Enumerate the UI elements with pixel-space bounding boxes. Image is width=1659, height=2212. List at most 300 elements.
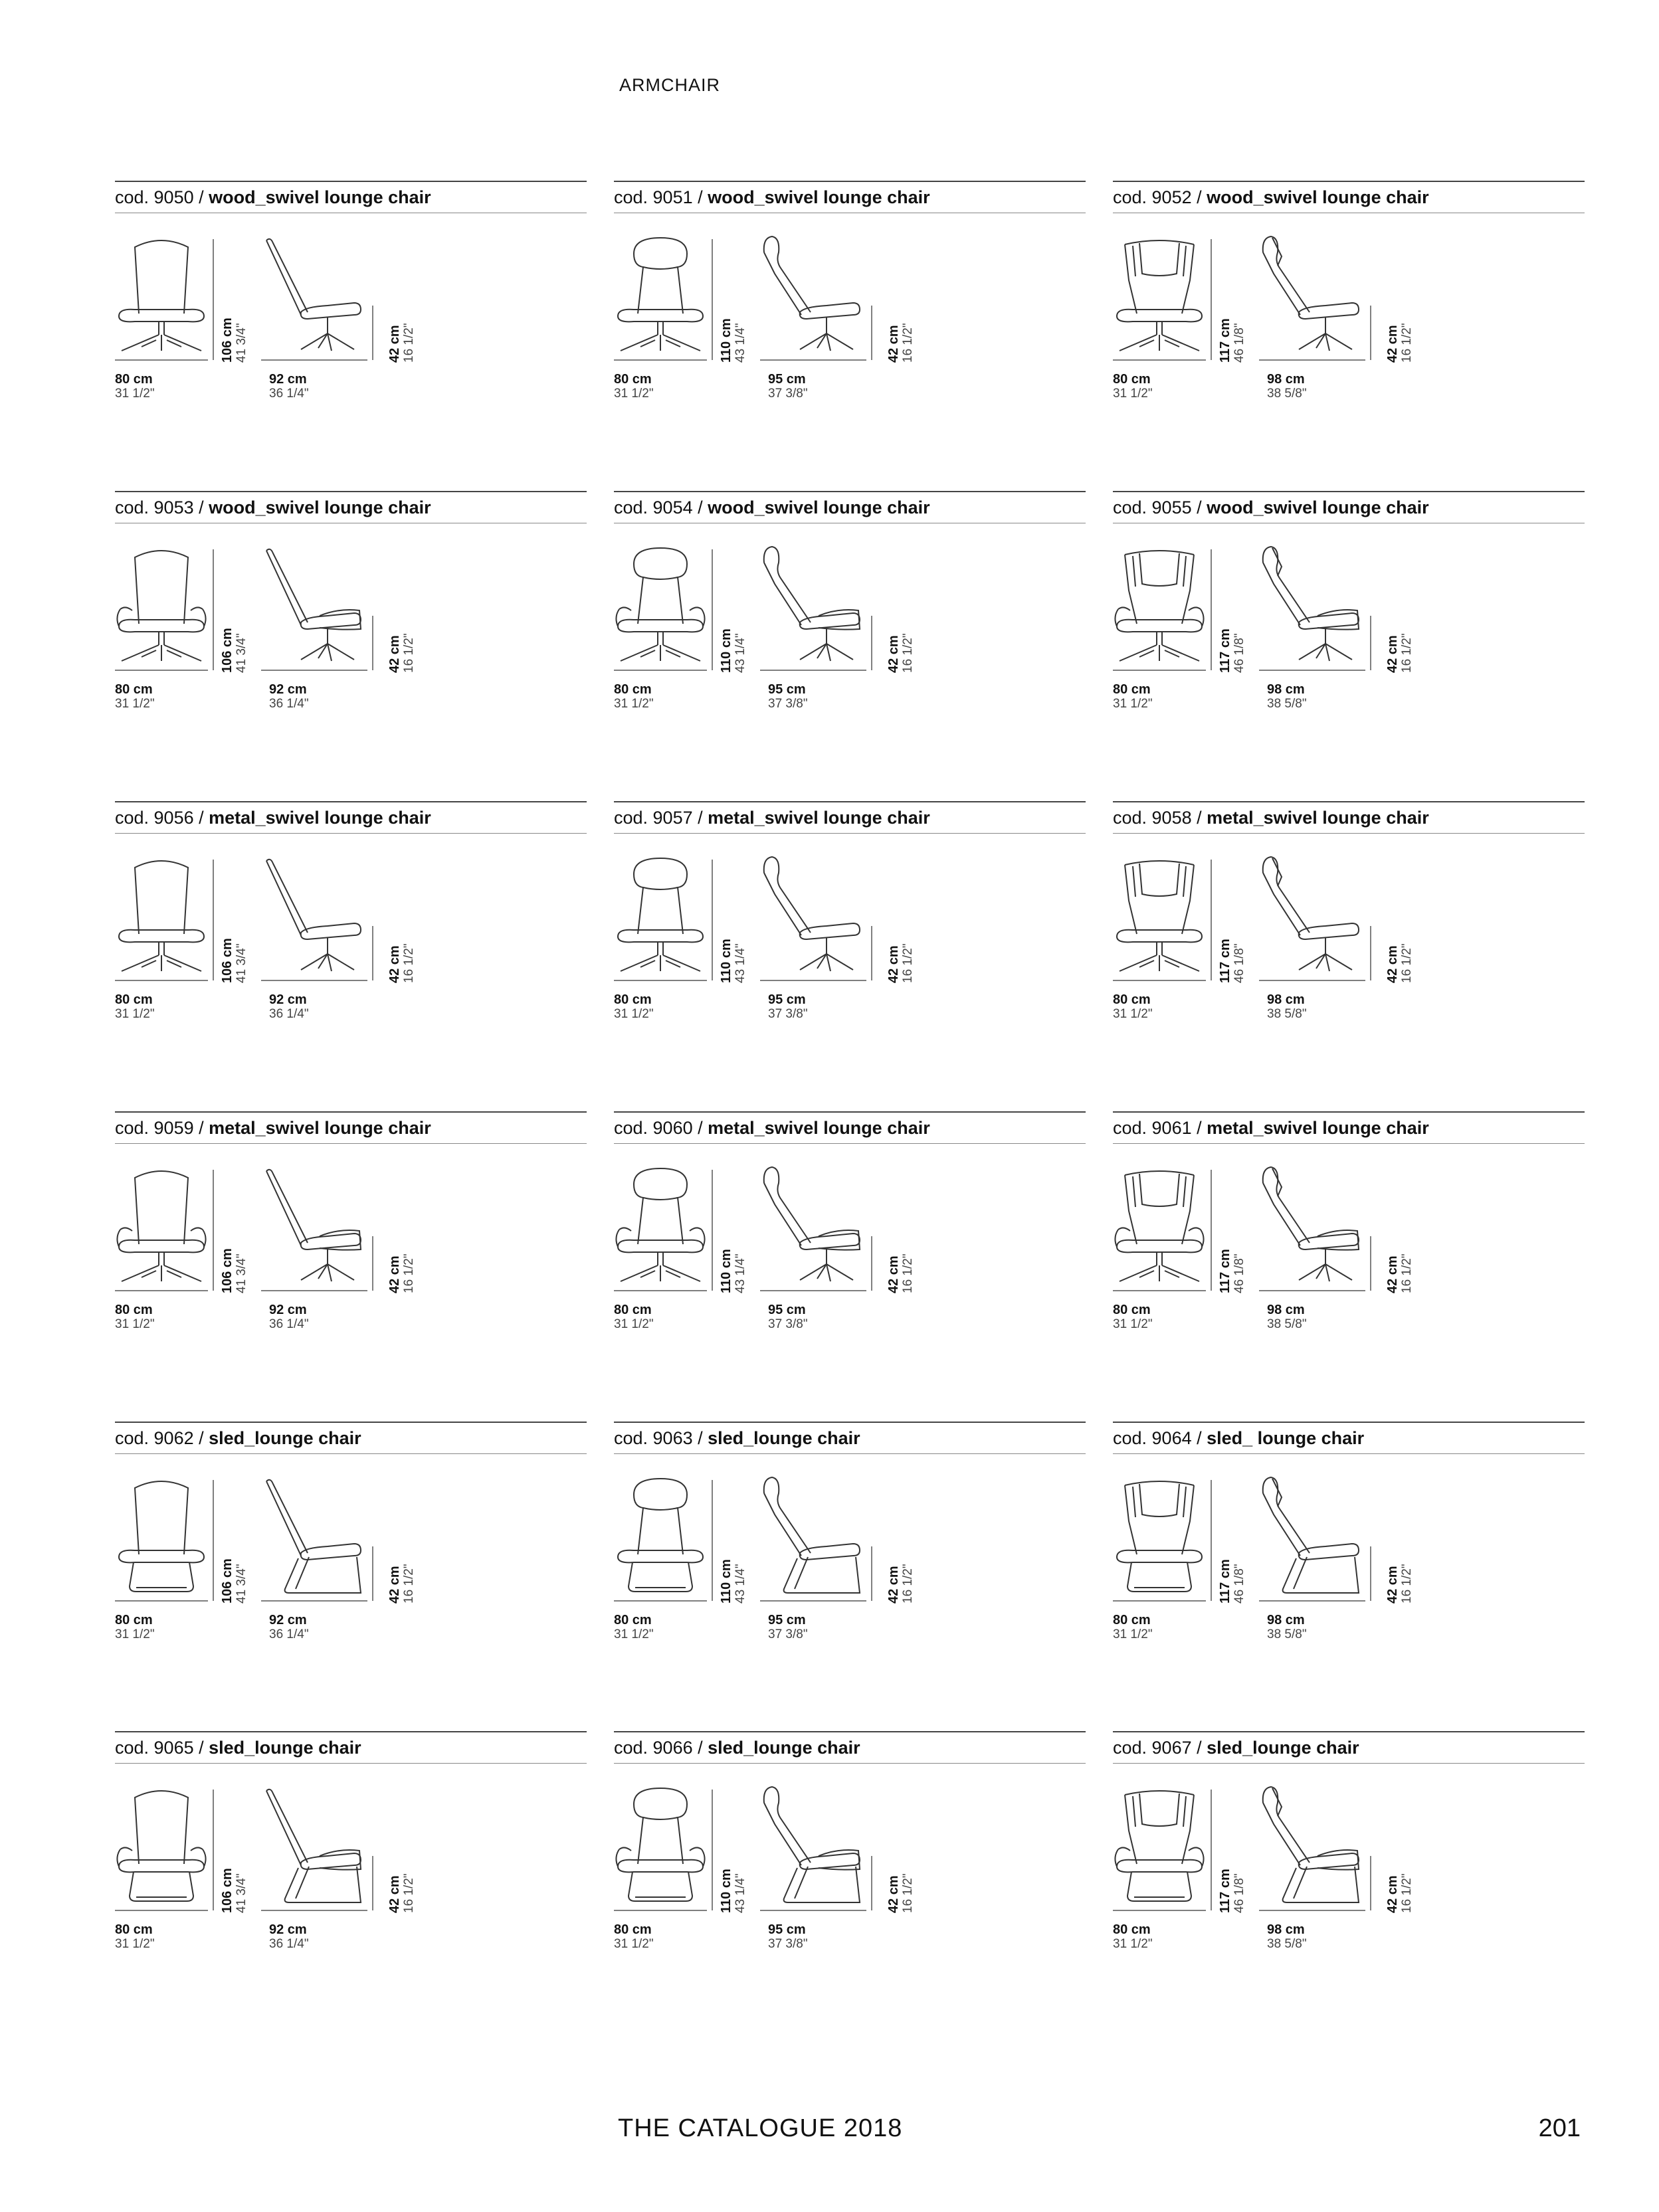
height-cm: 117 cm <box>1218 1869 1232 1913</box>
header-rule <box>614 181 1086 182</box>
product-cell <box>1113 1731 1585 1997</box>
header-rule <box>115 801 587 802</box>
seat-cm: 42 cm <box>387 1875 402 1913</box>
product-code: cod. 9062 / <box>115 1428 209 1448</box>
width-cm: 80 cm <box>1113 372 1151 387</box>
width-in: 31 1/2" <box>1113 1317 1153 1331</box>
product-code: cod. 9066 / <box>614 1738 708 1758</box>
product-title <box>1113 498 1429 518</box>
width-in: 31 1/2" <box>115 697 155 711</box>
width-in: 31 1/2" <box>614 387 654 401</box>
seat-height-dimension <box>886 1548 916 1604</box>
depth-in: 37 3/8" <box>768 1937 808 1951</box>
height-in: 41 3/4" <box>235 633 248 673</box>
product-name: sled_lounge chair <box>708 1428 860 1448</box>
height-cm: 117 cm <box>1218 1559 1232 1604</box>
height-in: 46 1/8" <box>1232 943 1246 983</box>
depth-cm: 95 cm <box>768 682 806 697</box>
header-rule <box>115 491 587 492</box>
height-in: 46 1/8" <box>1232 1564 1246 1604</box>
product-title <box>115 498 431 518</box>
product-name: wood_swivel lounge chair <box>209 498 431 517</box>
width-in: 31 1/2" <box>1113 1007 1153 1021</box>
header-rule <box>1113 1731 1585 1732</box>
height-cm: 110 cm <box>719 628 733 673</box>
height-in: 43 1/4" <box>733 323 747 363</box>
header-subrule <box>115 1453 587 1454</box>
depth-dimension <box>768 992 808 1022</box>
product-cell <box>1113 1422 1585 1687</box>
seat-height-dimension <box>886 927 916 983</box>
header-rule <box>1113 181 1585 182</box>
width-cm: 80 cm <box>1113 682 1151 697</box>
height-dimension <box>220 1831 249 1913</box>
width-in: 31 1/2" <box>614 697 654 711</box>
product-name: sled_lounge chair <box>1207 1738 1359 1758</box>
height-cm: 117 cm <box>1218 939 1232 983</box>
product-cell <box>614 491 1086 757</box>
product-cell <box>115 1731 587 1997</box>
header-subrule <box>115 833 587 834</box>
depth-dimension <box>768 1922 808 1952</box>
seat-in: 16 1/2" <box>901 323 915 363</box>
header-rule <box>115 1111 587 1113</box>
product-cell <box>614 1111 1086 1377</box>
height-in: 41 3/4" <box>235 1873 248 1913</box>
header-subrule <box>1113 1143 1585 1144</box>
seat-cm: 42 cm <box>1385 945 1400 983</box>
width-dimension <box>1113 1613 1153 1642</box>
header-subrule <box>1113 1453 1585 1454</box>
height-in: 41 3/4" <box>235 1564 248 1604</box>
page-number: 201 <box>1538 2114 1581 2142</box>
product-title <box>614 187 930 208</box>
product-cell <box>614 1731 1086 1997</box>
width-cm: 80 cm <box>115 1303 153 1317</box>
chair-side-view <box>266 1790 361 1902</box>
height-cm: 106 cm <box>220 1558 235 1604</box>
header-subrule <box>1113 833 1585 834</box>
seat-height-dimension <box>387 617 417 673</box>
product-cell <box>1113 801 1585 1067</box>
width-cm: 80 cm <box>115 1922 153 1937</box>
seat-cm: 42 cm <box>1385 325 1400 363</box>
height-dimension <box>220 1521 249 1604</box>
height-dimension <box>719 1831 748 1913</box>
height-dimension <box>719 1211 748 1293</box>
product-cell <box>115 1111 587 1377</box>
height-in: 43 1/4" <box>733 1253 747 1293</box>
depth-in: 38 5/8" <box>1267 1937 1307 1951</box>
chair-front-view <box>618 1479 703 1592</box>
product-code: cod. 9054 / <box>614 498 708 517</box>
chair-side-view <box>764 236 860 351</box>
depth-dimension <box>768 372 808 401</box>
depth-cm: 92 cm <box>269 1922 307 1937</box>
product-name: metal_swivel lounge chair <box>209 1118 431 1138</box>
chair-side-view <box>1263 1787 1359 1902</box>
chair-front-view <box>616 1788 704 1901</box>
seat-cm: 42 cm <box>886 1875 901 1913</box>
chair-side-view <box>764 857 860 971</box>
seat-height-dimension <box>387 1548 417 1604</box>
seat-height-dimension <box>387 1857 417 1913</box>
width-in: 31 1/2" <box>115 387 155 401</box>
product-title <box>614 808 930 828</box>
product-title <box>115 808 431 828</box>
depth-in: 38 5/8" <box>1267 387 1307 401</box>
width-cm: 80 cm <box>614 1303 652 1317</box>
section-label: ARMCHAIR <box>619 75 721 95</box>
seat-in: 16 1/2" <box>1400 323 1414 363</box>
height-dimension <box>719 1521 748 1604</box>
seat-cm: 42 cm <box>1385 1875 1400 1913</box>
header-subrule <box>614 1763 1086 1764</box>
height-cm: 106 cm <box>220 1248 235 1293</box>
width-cm: 80 cm <box>1113 1613 1151 1627</box>
product-title <box>614 1738 860 1758</box>
header-rule <box>115 181 587 182</box>
height-in: 41 3/4" <box>235 1253 248 1293</box>
width-in: 31 1/2" <box>115 1937 155 1951</box>
width-dimension <box>614 992 654 1022</box>
product-title <box>1113 1738 1359 1758</box>
header-rule <box>614 1422 1086 1423</box>
chair-side-view <box>266 549 361 661</box>
width-dimension <box>115 1922 155 1952</box>
depth-cm: 98 cm <box>1267 992 1305 1007</box>
width-cm: 80 cm <box>115 372 153 387</box>
seat-cm: 42 cm <box>387 1566 402 1604</box>
seat-in: 16 1/2" <box>402 1873 416 1913</box>
product-name: metal_swivel lounge chair <box>708 1118 930 1138</box>
height-cm: 110 cm <box>719 939 733 983</box>
chair-side-view <box>266 1170 361 1281</box>
chair-side-view <box>1263 547 1359 661</box>
product-title <box>1113 808 1429 828</box>
seat-cm: 42 cm <box>387 1255 402 1293</box>
depth-dimension <box>269 682 309 711</box>
depth-dimension <box>1267 1613 1307 1642</box>
seat-cm: 42 cm <box>387 635 402 673</box>
chair-front-view <box>119 861 204 971</box>
seat-cm: 42 cm <box>886 1255 901 1293</box>
width-in: 31 1/2" <box>1113 697 1153 711</box>
height-cm: 117 cm <box>1218 628 1232 673</box>
product-name: sled_lounge chair <box>209 1428 361 1448</box>
chair-front-view <box>117 1791 205 1901</box>
chair-side-view <box>1263 1167 1359 1281</box>
seat-cm: 42 cm <box>1385 635 1400 673</box>
product-name: metal_swivel lounge chair <box>708 808 930 828</box>
depth-dimension <box>1267 372 1307 401</box>
width-cm: 80 cm <box>614 1922 652 1937</box>
height-dimension <box>220 1211 249 1293</box>
product-name: wood_swivel lounge chair <box>209 187 431 207</box>
depth-dimension <box>1267 992 1307 1022</box>
seat-height-dimension <box>1385 1238 1415 1293</box>
depth-in: 36 1/4" <box>269 387 309 401</box>
seat-in: 16 1/2" <box>1400 1564 1414 1604</box>
height-in: 41 3/4" <box>235 323 248 363</box>
depth-in: 37 3/8" <box>768 1627 808 1641</box>
product-cell <box>614 1422 1086 1687</box>
product-title <box>1113 1428 1364 1449</box>
header-rule <box>1113 1111 1585 1113</box>
product-code: cod. 9064 / <box>1113 1428 1207 1448</box>
depth-cm: 92 cm <box>269 992 307 1007</box>
header-subrule <box>614 1453 1086 1454</box>
height-dimension <box>220 280 249 363</box>
product-title <box>115 1428 361 1449</box>
product-title <box>115 1118 431 1139</box>
product-title <box>1113 187 1429 208</box>
chair-front-view <box>1115 1791 1203 1901</box>
width-dimension <box>614 1613 654 1642</box>
product-code: cod. 9061 / <box>1113 1118 1207 1138</box>
depth-cm: 95 cm <box>768 1303 806 1317</box>
width-cm: 80 cm <box>614 1613 652 1627</box>
header-rule <box>1113 491 1585 492</box>
chair-front-view <box>1117 240 1202 351</box>
chair-side-view <box>1263 857 1359 971</box>
depth-cm: 92 cm <box>269 1303 307 1317</box>
height-dimension <box>719 901 748 983</box>
height-dimension <box>220 901 249 983</box>
chair-front-view <box>618 858 703 971</box>
product-cell <box>115 1422 587 1687</box>
header-rule <box>1113 1422 1585 1423</box>
product-name: metal_swivel lounge chair <box>209 808 431 828</box>
width-in: 31 1/2" <box>1113 387 1153 401</box>
seat-cm: 42 cm <box>886 635 901 673</box>
seat-in: 16 1/2" <box>1400 633 1414 673</box>
depth-in: 37 3/8" <box>768 1317 808 1331</box>
header-subrule <box>614 833 1086 834</box>
chair-front-view <box>1117 861 1202 971</box>
depth-dimension <box>1267 682 1307 711</box>
seat-height-dimension <box>886 1857 916 1913</box>
product-code: cod. 9060 / <box>614 1118 708 1138</box>
seat-in: 16 1/2" <box>402 1253 416 1293</box>
product-code: cod. 9052 / <box>1113 187 1207 207</box>
seat-in: 16 1/2" <box>402 1564 416 1604</box>
width-cm: 80 cm <box>1113 1922 1151 1937</box>
chair-front-view <box>119 1481 204 1592</box>
header-subrule <box>115 1143 587 1144</box>
height-in: 46 1/8" <box>1232 323 1246 363</box>
depth-in: 36 1/4" <box>269 697 309 711</box>
seat-in: 16 1/2" <box>901 633 915 673</box>
seat-height-dimension <box>1385 307 1415 363</box>
seat-in: 16 1/2" <box>1400 1253 1414 1293</box>
product-cell <box>115 491 587 757</box>
product-title <box>614 1118 930 1139</box>
product-code: cod. 9053 / <box>115 498 209 517</box>
depth-cm: 92 cm <box>269 372 307 387</box>
depth-dimension <box>1267 1303 1307 1332</box>
header-subrule <box>1113 1763 1585 1764</box>
width-dimension <box>115 682 155 711</box>
chair-side-view <box>1263 1477 1359 1593</box>
product-cell <box>614 801 1086 1067</box>
width-cm: 80 cm <box>1113 1303 1151 1317</box>
depth-dimension <box>768 682 808 711</box>
height-in: 43 1/4" <box>733 1873 747 1913</box>
depth-cm: 98 cm <box>1267 682 1305 697</box>
depth-dimension <box>269 1303 309 1332</box>
header-rule <box>1113 801 1585 802</box>
seat-in: 16 1/2" <box>402 633 416 673</box>
product-name: metal_swivel lounge chair <box>1207 808 1429 828</box>
chair-front-view <box>616 548 704 661</box>
seat-height-dimension <box>1385 927 1415 983</box>
product-code: cod. 9063 / <box>614 1428 708 1448</box>
depth-in: 36 1/4" <box>269 1317 309 1331</box>
width-dimension <box>115 1303 155 1332</box>
height-cm: 110 cm <box>719 1869 733 1913</box>
width-in: 31 1/2" <box>115 1317 155 1331</box>
depth-cm: 98 cm <box>1267 1613 1305 1627</box>
height-in: 43 1/4" <box>733 633 747 673</box>
height-cm: 106 cm <box>220 628 235 673</box>
width-in: 31 1/2" <box>614 1317 654 1331</box>
width-in: 31 1/2" <box>614 1627 654 1641</box>
height-cm: 117 cm <box>1218 318 1232 363</box>
chair-front-view <box>1117 1481 1202 1592</box>
height-dimension <box>1218 901 1247 983</box>
width-cm: 80 cm <box>614 372 652 387</box>
chair-front-view <box>117 1171 205 1281</box>
chair-side-view <box>764 1167 860 1281</box>
seat-in: 16 1/2" <box>901 1253 915 1293</box>
chair-front-view <box>117 551 205 661</box>
product-name: metal_swivel lounge chair <box>1207 1118 1429 1138</box>
seat-in: 16 1/2" <box>1400 943 1414 983</box>
product-cell <box>614 181 1086 446</box>
catalogue-title: THE CATALOGUE 2018 <box>618 2114 903 2142</box>
width-dimension <box>1113 992 1153 1022</box>
header-subrule <box>614 1143 1086 1144</box>
chair-side-view <box>266 860 361 971</box>
height-cm: 117 cm <box>1218 1249 1232 1293</box>
height-cm: 110 cm <box>719 1559 733 1604</box>
seat-cm: 42 cm <box>387 945 402 983</box>
width-dimension <box>614 1303 654 1332</box>
width-dimension <box>614 682 654 711</box>
depth-dimension <box>269 1613 309 1642</box>
product-name: wood_swivel lounge chair <box>708 498 930 517</box>
chair-side-view <box>1263 236 1359 351</box>
height-dimension <box>1218 591 1247 673</box>
header-rule <box>614 491 1086 492</box>
product-cell <box>1113 491 1585 757</box>
height-in: 41 3/4" <box>235 943 248 983</box>
seat-cm: 42 cm <box>886 945 901 983</box>
header-rule <box>115 1731 587 1732</box>
height-dimension <box>1218 1831 1247 1913</box>
seat-in: 16 1/2" <box>402 323 416 363</box>
depth-in: 36 1/4" <box>269 1007 309 1021</box>
product-code: cod. 9059 / <box>115 1118 209 1138</box>
chair-front-view <box>616 1168 704 1281</box>
width-dimension <box>1113 1922 1153 1952</box>
width-cm: 80 cm <box>115 992 153 1007</box>
product-name: sled_ lounge chair <box>1207 1428 1365 1448</box>
depth-in: 36 1/4" <box>269 1937 309 1951</box>
seat-in: 16 1/2" <box>402 943 416 983</box>
depth-dimension <box>269 372 309 401</box>
seat-in: 16 1/2" <box>1400 1873 1414 1913</box>
seat-height-dimension <box>1385 1548 1415 1604</box>
width-dimension <box>115 372 155 401</box>
product-title <box>115 187 431 208</box>
seat-in: 16 1/2" <box>901 1873 915 1913</box>
depth-cm: 95 cm <box>768 1922 806 1937</box>
height-cm: 106 cm <box>220 938 235 983</box>
depth-in: 38 5/8" <box>1267 1627 1307 1641</box>
height-cm: 110 cm <box>719 318 733 363</box>
width-dimension <box>1113 682 1153 711</box>
product-cell <box>1113 1111 1585 1377</box>
product-code: cod. 9050 / <box>115 187 209 207</box>
product-name: wood_swivel lounge chair <box>708 187 930 207</box>
product-code: cod. 9056 / <box>115 808 209 828</box>
height-dimension <box>1218 280 1247 363</box>
product-cell <box>115 801 587 1067</box>
width-in: 31 1/2" <box>115 1007 155 1021</box>
depth-cm: 98 cm <box>1267 1303 1305 1317</box>
height-in: 43 1/4" <box>733 943 747 983</box>
seat-height-dimension <box>1385 617 1415 673</box>
chair-side-view <box>266 1480 361 1593</box>
depth-cm: 95 cm <box>768 1613 806 1627</box>
height-dimension <box>1218 1211 1247 1293</box>
seat-cm: 42 cm <box>886 325 901 363</box>
seat-height-dimension <box>886 617 916 673</box>
depth-dimension <box>1267 1922 1307 1952</box>
product-name: wood_swivel lounge chair <box>1207 187 1429 207</box>
width-dimension <box>1113 372 1153 401</box>
width-dimension <box>614 1922 654 1952</box>
product-cell <box>115 181 587 446</box>
width-dimension <box>1113 1303 1153 1332</box>
product-name: sled_lounge chair <box>708 1738 860 1758</box>
depth-in: 37 3/8" <box>768 697 808 711</box>
depth-dimension <box>269 992 309 1022</box>
chair-side-view <box>764 547 860 661</box>
chair-side-view <box>764 1787 860 1902</box>
header-rule <box>614 1111 1086 1113</box>
depth-cm: 92 cm <box>269 682 307 697</box>
width-in: 31 1/2" <box>1113 1627 1153 1641</box>
height-in: 46 1/8" <box>1232 633 1246 673</box>
depth-cm: 95 cm <box>768 372 806 387</box>
height-in: 46 1/8" <box>1232 1873 1246 1913</box>
seat-cm: 42 cm <box>886 1566 901 1604</box>
depth-cm: 98 cm <box>1267 372 1305 387</box>
product-code: cod. 9057 / <box>614 808 708 828</box>
depth-in: 38 5/8" <box>1267 697 1307 711</box>
depth-dimension <box>768 1613 808 1642</box>
product-code: cod. 9065 / <box>115 1738 209 1758</box>
seat-height-dimension <box>886 1238 916 1293</box>
seat-in: 16 1/2" <box>901 943 915 983</box>
width-cm: 80 cm <box>115 682 153 697</box>
width-dimension <box>115 992 155 1022</box>
chair-side-view <box>266 239 361 351</box>
product-code: cod. 9058 / <box>1113 808 1207 828</box>
